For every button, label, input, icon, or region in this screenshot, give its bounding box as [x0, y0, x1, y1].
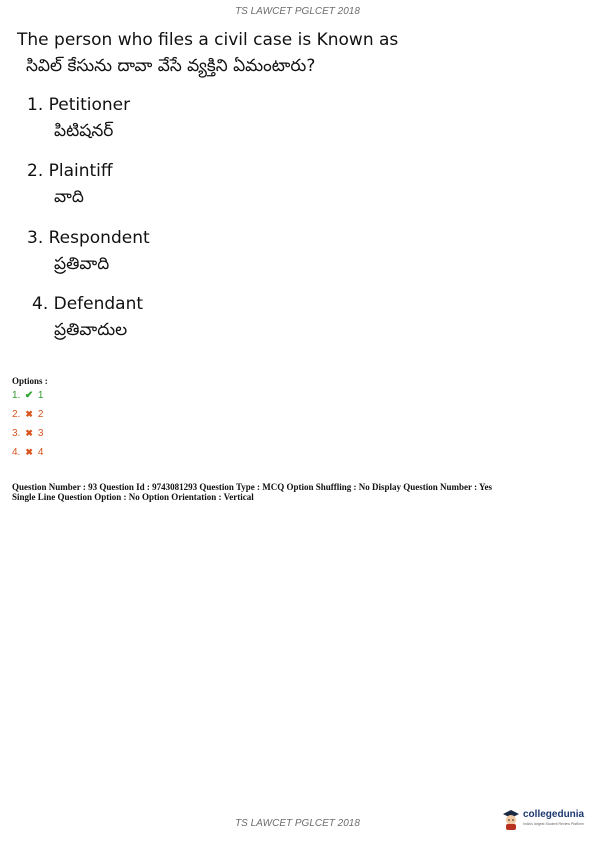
choice-telugu: పిటిషనర్	[54, 121, 114, 141]
option-value: 4	[37, 447, 44, 458]
logo-text: collegedunia	[523, 809, 585, 820]
cross-icon: ✖	[25, 447, 33, 457]
option-row-4	[12, 447, 43, 458]
choice-telugu: ప్రతివాదుల	[54, 320, 128, 340]
logo-tagline: India's largest Student Review Platform	[523, 822, 584, 826]
option-number: 4.	[12, 447, 21, 458]
choice-telugu: ప్రతివాది	[54, 254, 110, 274]
option-number: 2.	[12, 409, 21, 420]
mascot-icon	[501, 808, 521, 830]
question-metadata	[12, 482, 582, 502]
option-number: 1.	[12, 390, 21, 401]
cross-icon: ✖	[25, 409, 33, 419]
option-number: 3.	[12, 428, 21, 439]
choice-2	[27, 161, 113, 211]
choice-label: 4. Defendant	[32, 294, 144, 314]
choice-1	[27, 95, 130, 145]
choice-3	[27, 228, 150, 278]
page-footer: TS LAWCET PGLCET 2018	[235, 818, 360, 829]
option-row-1	[12, 390, 43, 401]
option-value: 2	[37, 409, 44, 420]
choice-label: 2. Plaintiff	[27, 161, 113, 181]
option-value: 1	[37, 390, 44, 401]
metadata-line-1: Question Number : 93 Question Id : 9743081293 Question Type : MCQ Option Shuffling : No Display Question Number : Yes	[12, 482, 493, 492]
collegedunia-logo	[501, 806, 591, 832]
metadata-line-2: Single Line Question Option : No Option Orientation : Vertical	[12, 492, 254, 502]
choice-label: 1. Petitioner	[27, 95, 131, 115]
option-row-3	[12, 428, 43, 439]
check-icon: ✔	[24, 390, 34, 401]
choice-4	[32, 294, 143, 344]
question-text-english: The person who files a civil case is Known as	[17, 30, 399, 50]
option-row-2	[12, 409, 43, 420]
choice-label: 3. Respondent	[27, 228, 150, 248]
choice-telugu: వాది	[54, 187, 84, 207]
option-value: 3	[37, 428, 44, 439]
cross-icon: ✖	[25, 428, 33, 438]
page-header: TS LAWCET PGLCET 2018	[235, 6, 360, 17]
question-text-telugu: సివిల్ కేసును దావా వేసే వ్యక్తిని ఏమంటారు?	[26, 56, 316, 76]
options-heading: Options :	[12, 376, 48, 386]
